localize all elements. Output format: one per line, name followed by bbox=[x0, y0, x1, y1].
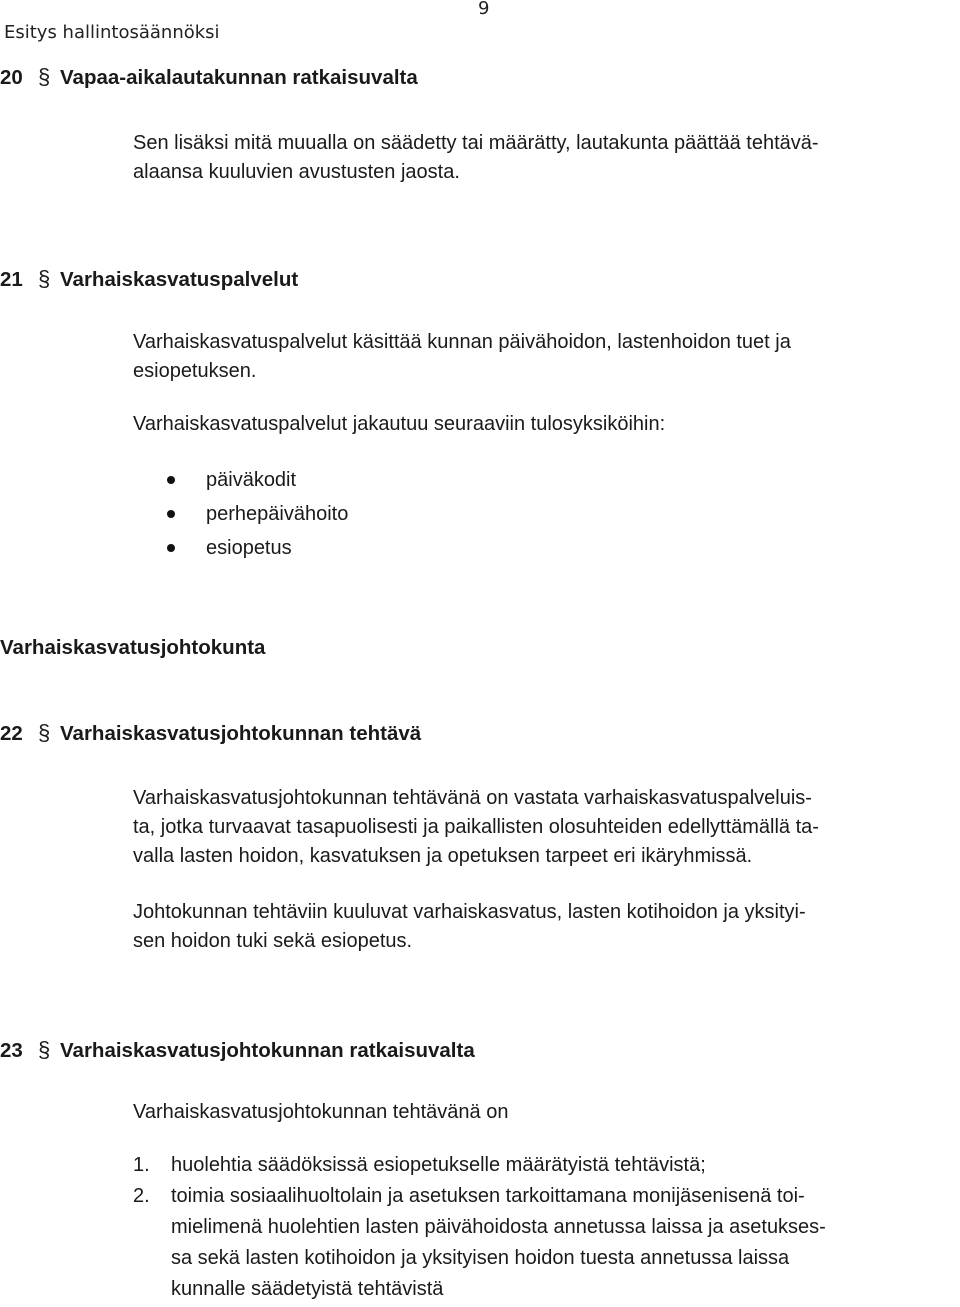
text-line: kunnalle säädetyistä tehtävistä bbox=[171, 1278, 444, 1300]
section-number: 23 bbox=[0, 1039, 23, 1062]
section-symbol: § bbox=[38, 1037, 51, 1062]
text-line: mielimenä huolehtien lasten päivähoidosta annetussa laissa ja asetukses- bbox=[171, 1216, 826, 1238]
text-line: toimia sosiaalihuoltolain ja asetuksen tarkoittamana monijäsenisenä toi- bbox=[171, 1185, 805, 1207]
duties-numbered-list bbox=[133, 1150, 951, 1305]
text-line: Johtokunnan tehtäviin kuuluvat varhaiskasvatus, lasten kotihoidon ja yksityi- bbox=[133, 901, 806, 923]
text-line: Varhaiskasvatusjohtokunnan tehtävänä on vastata varhaiskasvatuspalveluis- bbox=[133, 787, 812, 809]
section-title: Varhaiskasvatuspalvelut bbox=[60, 268, 299, 291]
section-20-paragraph bbox=[133, 129, 951, 187]
text-line: Varhaiskasvatuspalvelut käsittää kunnan päivähoidon, lastenhoidon tuet ja bbox=[133, 331, 791, 353]
section-22-heading bbox=[0, 720, 421, 746]
list-item bbox=[133, 1150, 951, 1181]
section-23-intro bbox=[133, 1098, 951, 1127]
section-title: Vapaa-aikalautakunnan ratkaisuvalta bbox=[60, 66, 418, 89]
section-symbol: § bbox=[38, 266, 51, 291]
list-number: 1. bbox=[133, 1154, 150, 1176]
list-number: 2. bbox=[133, 1185, 150, 1207]
text-line: Varhaiskasvatusjohtokunnan tehtävänä on bbox=[133, 1101, 509, 1123]
section-22-paragraph-2 bbox=[133, 898, 951, 956]
text-line: alaansa kuuluvien avustusten jaosta. bbox=[133, 161, 460, 183]
text-line: Sen lisäksi mitä muualla on säädetty tai määrätty, lautakunta päättää tehtävä- bbox=[133, 132, 819, 154]
text-line: sa sekä lasten kotihoidon ja yksityisen hoidon tuesta annetussa laissa bbox=[171, 1247, 790, 1269]
page-number: 9 bbox=[478, 0, 490, 19]
section-21-heading bbox=[0, 266, 298, 292]
section-23-heading bbox=[0, 1037, 475, 1063]
text-line: valla lasten hoidon, kasvatuksen ja opetuksen tarpeet eri ikäryhmissä. bbox=[133, 845, 753, 867]
bullet-icon bbox=[167, 510, 175, 518]
section-21-paragraph-2 bbox=[133, 410, 951, 439]
document-title: Esitys hallintosäännöksi bbox=[4, 22, 220, 43]
section-title: Varhaiskasvatusjohtokunnan ratkaisuvalta bbox=[60, 1039, 475, 1062]
chapter-heading: Varhaiskasvatusjohtokunta bbox=[0, 636, 266, 659]
section-22-paragraph-1 bbox=[133, 784, 951, 871]
section-20-heading bbox=[0, 64, 418, 90]
text-line: esiopetuksen. bbox=[133, 360, 257, 382]
section-number: 20 bbox=[0, 66, 23, 89]
text-line: ta, jotka turvaavat tasapuolisesti ja paikallisten olosuhteiden edellyttämällä ta- bbox=[133, 816, 819, 838]
text-line: Varhaiskasvatuspalvelut jakautuu seuraaviin tulosyksiköihin: bbox=[133, 413, 666, 435]
section-21-paragraph-1 bbox=[133, 328, 951, 386]
section-symbol: § bbox=[38, 64, 51, 89]
bullet-icon bbox=[167, 476, 175, 484]
text-line: sen hoidon tuki sekä esiopetus. bbox=[133, 930, 413, 952]
section-number: 21 bbox=[0, 268, 23, 291]
page-header bbox=[0, 0, 960, 56]
section-number: 22 bbox=[0, 722, 23, 745]
text-line: huolehtia säädöksissä esiopetukselle määrätyistä tehtävistä; bbox=[171, 1154, 706, 1176]
bullet-icon bbox=[167, 544, 175, 552]
section-title: Varhaiskasvatusjohtokunnan tehtävä bbox=[60, 722, 422, 745]
section-symbol: § bbox=[38, 720, 51, 745]
list-item bbox=[133, 1181, 951, 1305]
